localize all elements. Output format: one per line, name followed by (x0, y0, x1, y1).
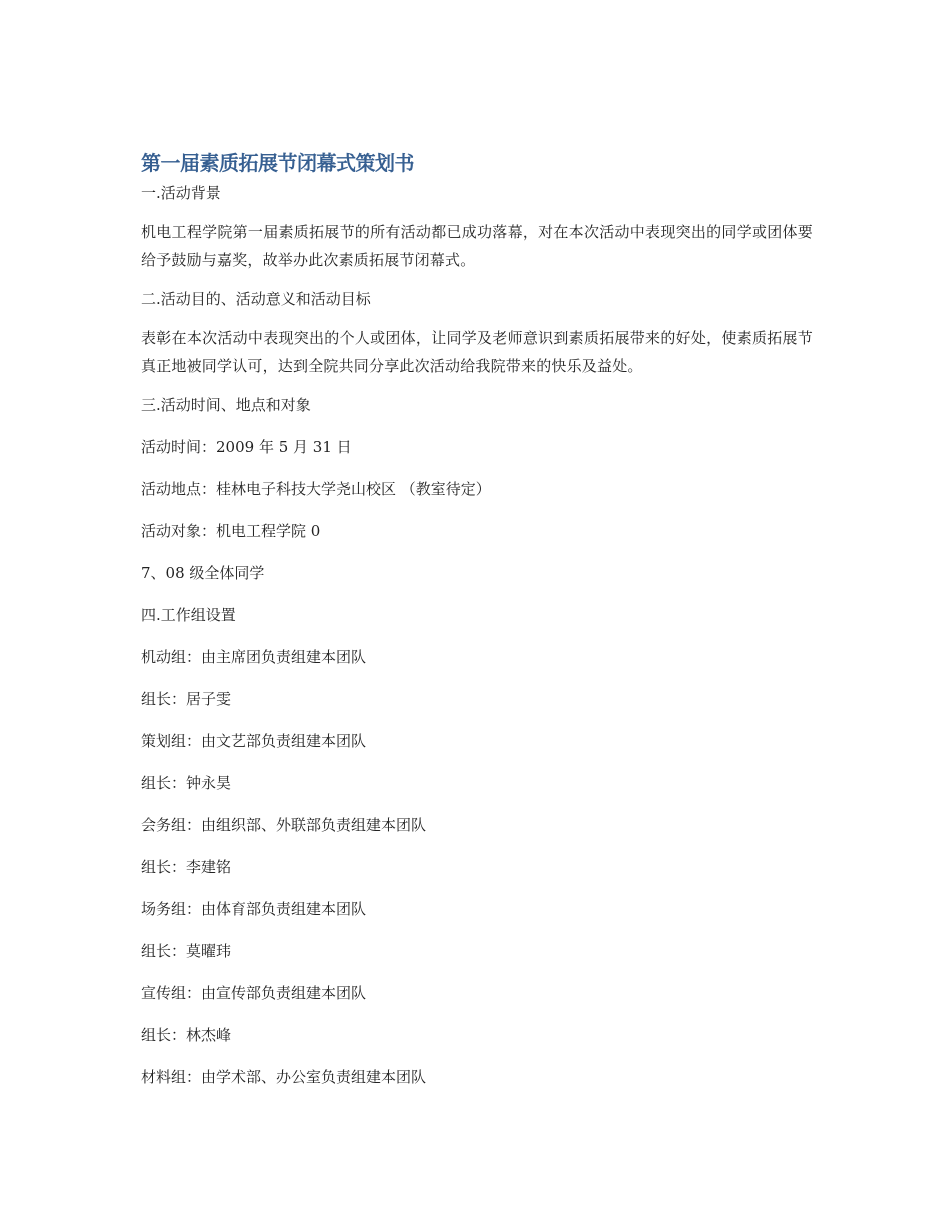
activity-target-continued: 7、08 级全体同学 (141, 564, 265, 582)
section-heading-background: 一.活动背景 (141, 184, 221, 202)
section-heading-time-place: 三.活动时间、地点和对象 (141, 396, 311, 414)
activity-place: 活动地点：桂林电子科技大学尧山校区 （教室待定） (141, 480, 491, 498)
workgroup-line: 材料组：由学术部、办公室负责组建本团队 (141, 1068, 427, 1086)
workgroup-line: 组长：李建铭 (141, 858, 232, 876)
document-page (141, 148, 813, 1108)
section-heading-workgroups: 四.工作组设置 (141, 606, 236, 624)
document-title: 第一届素质拓展节闭幕式策划书 (141, 151, 414, 175)
workgroup-line: 机动组：由主席团负责组建本团队 (141, 648, 367, 666)
workgroup-line: 场务组：由体育部负责组建本团队 (141, 900, 367, 918)
workgroup-line: 宣传组：由宣传部负责组建本团队 (141, 984, 367, 1002)
workgroup-line: 组长：钟永昊 (141, 774, 232, 792)
workgroup-line: 会务组：由组织部、外联部负责组建本团队 (141, 816, 427, 834)
section-body-purpose: 表彰在本次活动中表现突出的个人或团体，让同学及老师意识到素质拓展带来的好处，使素质拓展节真正地被同学认可，达到全院共同分享此次活动给我院带来的快乐及益处。 (141, 329, 813, 375)
workgroup-line: 策划组：由文艺部负责组建本团队 (141, 732, 367, 750)
activity-target: 活动对象：机电工程学院 0 (141, 522, 321, 540)
workgroup-line: 组长：居子雯 (141, 690, 232, 708)
workgroup-line: 组长：莫曜玮 (141, 942, 232, 960)
section-body-background: 机电工程学院第一届素质拓展节的所有活动都已成功落幕，对在本次活动中表现突出的同学或团体要给予鼓励与嘉奖，故举办此次素质拓展节闭幕式。 (141, 223, 813, 269)
workgroup-line: 组长：林杰峰 (141, 1026, 232, 1044)
activity-time: 活动时间：2009 年 5 月 31 日 (141, 438, 352, 456)
section-heading-purpose: 二.活动目的、活动意义和活动目标 (141, 290, 371, 308)
